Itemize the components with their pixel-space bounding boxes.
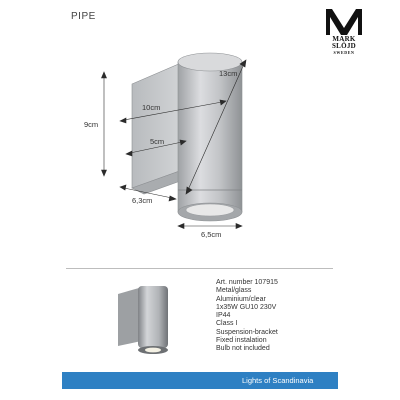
product-photo [112,284,182,364]
spec-item: IP44 [216,312,231,320]
logo-line-2: SLÖJD [331,42,357,50]
footer-text: Lights of Scandinavia [242,376,314,385]
spec-item: Fixed instalation [216,337,267,345]
product-title: PIPE [71,11,96,22]
dimension-width: 6,3cm [132,196,153,205]
spec-item: Art. number 107915 [216,279,278,286]
spec-item: Bulb not included [216,345,270,353]
spec-item: Suspension-bracket [216,328,278,336]
divider [66,268,333,269]
spec-item: Aluminium/clear [216,295,266,303]
dimension-depth: 10cm [142,103,161,112]
logo-line-1: MARK [332,35,356,43]
dimension-height: 9cm [84,120,99,129]
dimension-diameter: 6,5cm [201,230,222,239]
dimension-bracket: 5cm [150,137,165,146]
lamp-glass [186,204,234,216]
spec-list [216,279,278,354]
spec-item: 1x35W GU10 230V [216,303,277,311]
dimension-cylinder-length: 13cm [219,69,238,78]
spec-item: Class I [216,320,238,328]
spec-item: Metal/glass [216,287,252,295]
logo-sub: SWEDEN [333,50,355,55]
footer-bar [62,372,338,389]
